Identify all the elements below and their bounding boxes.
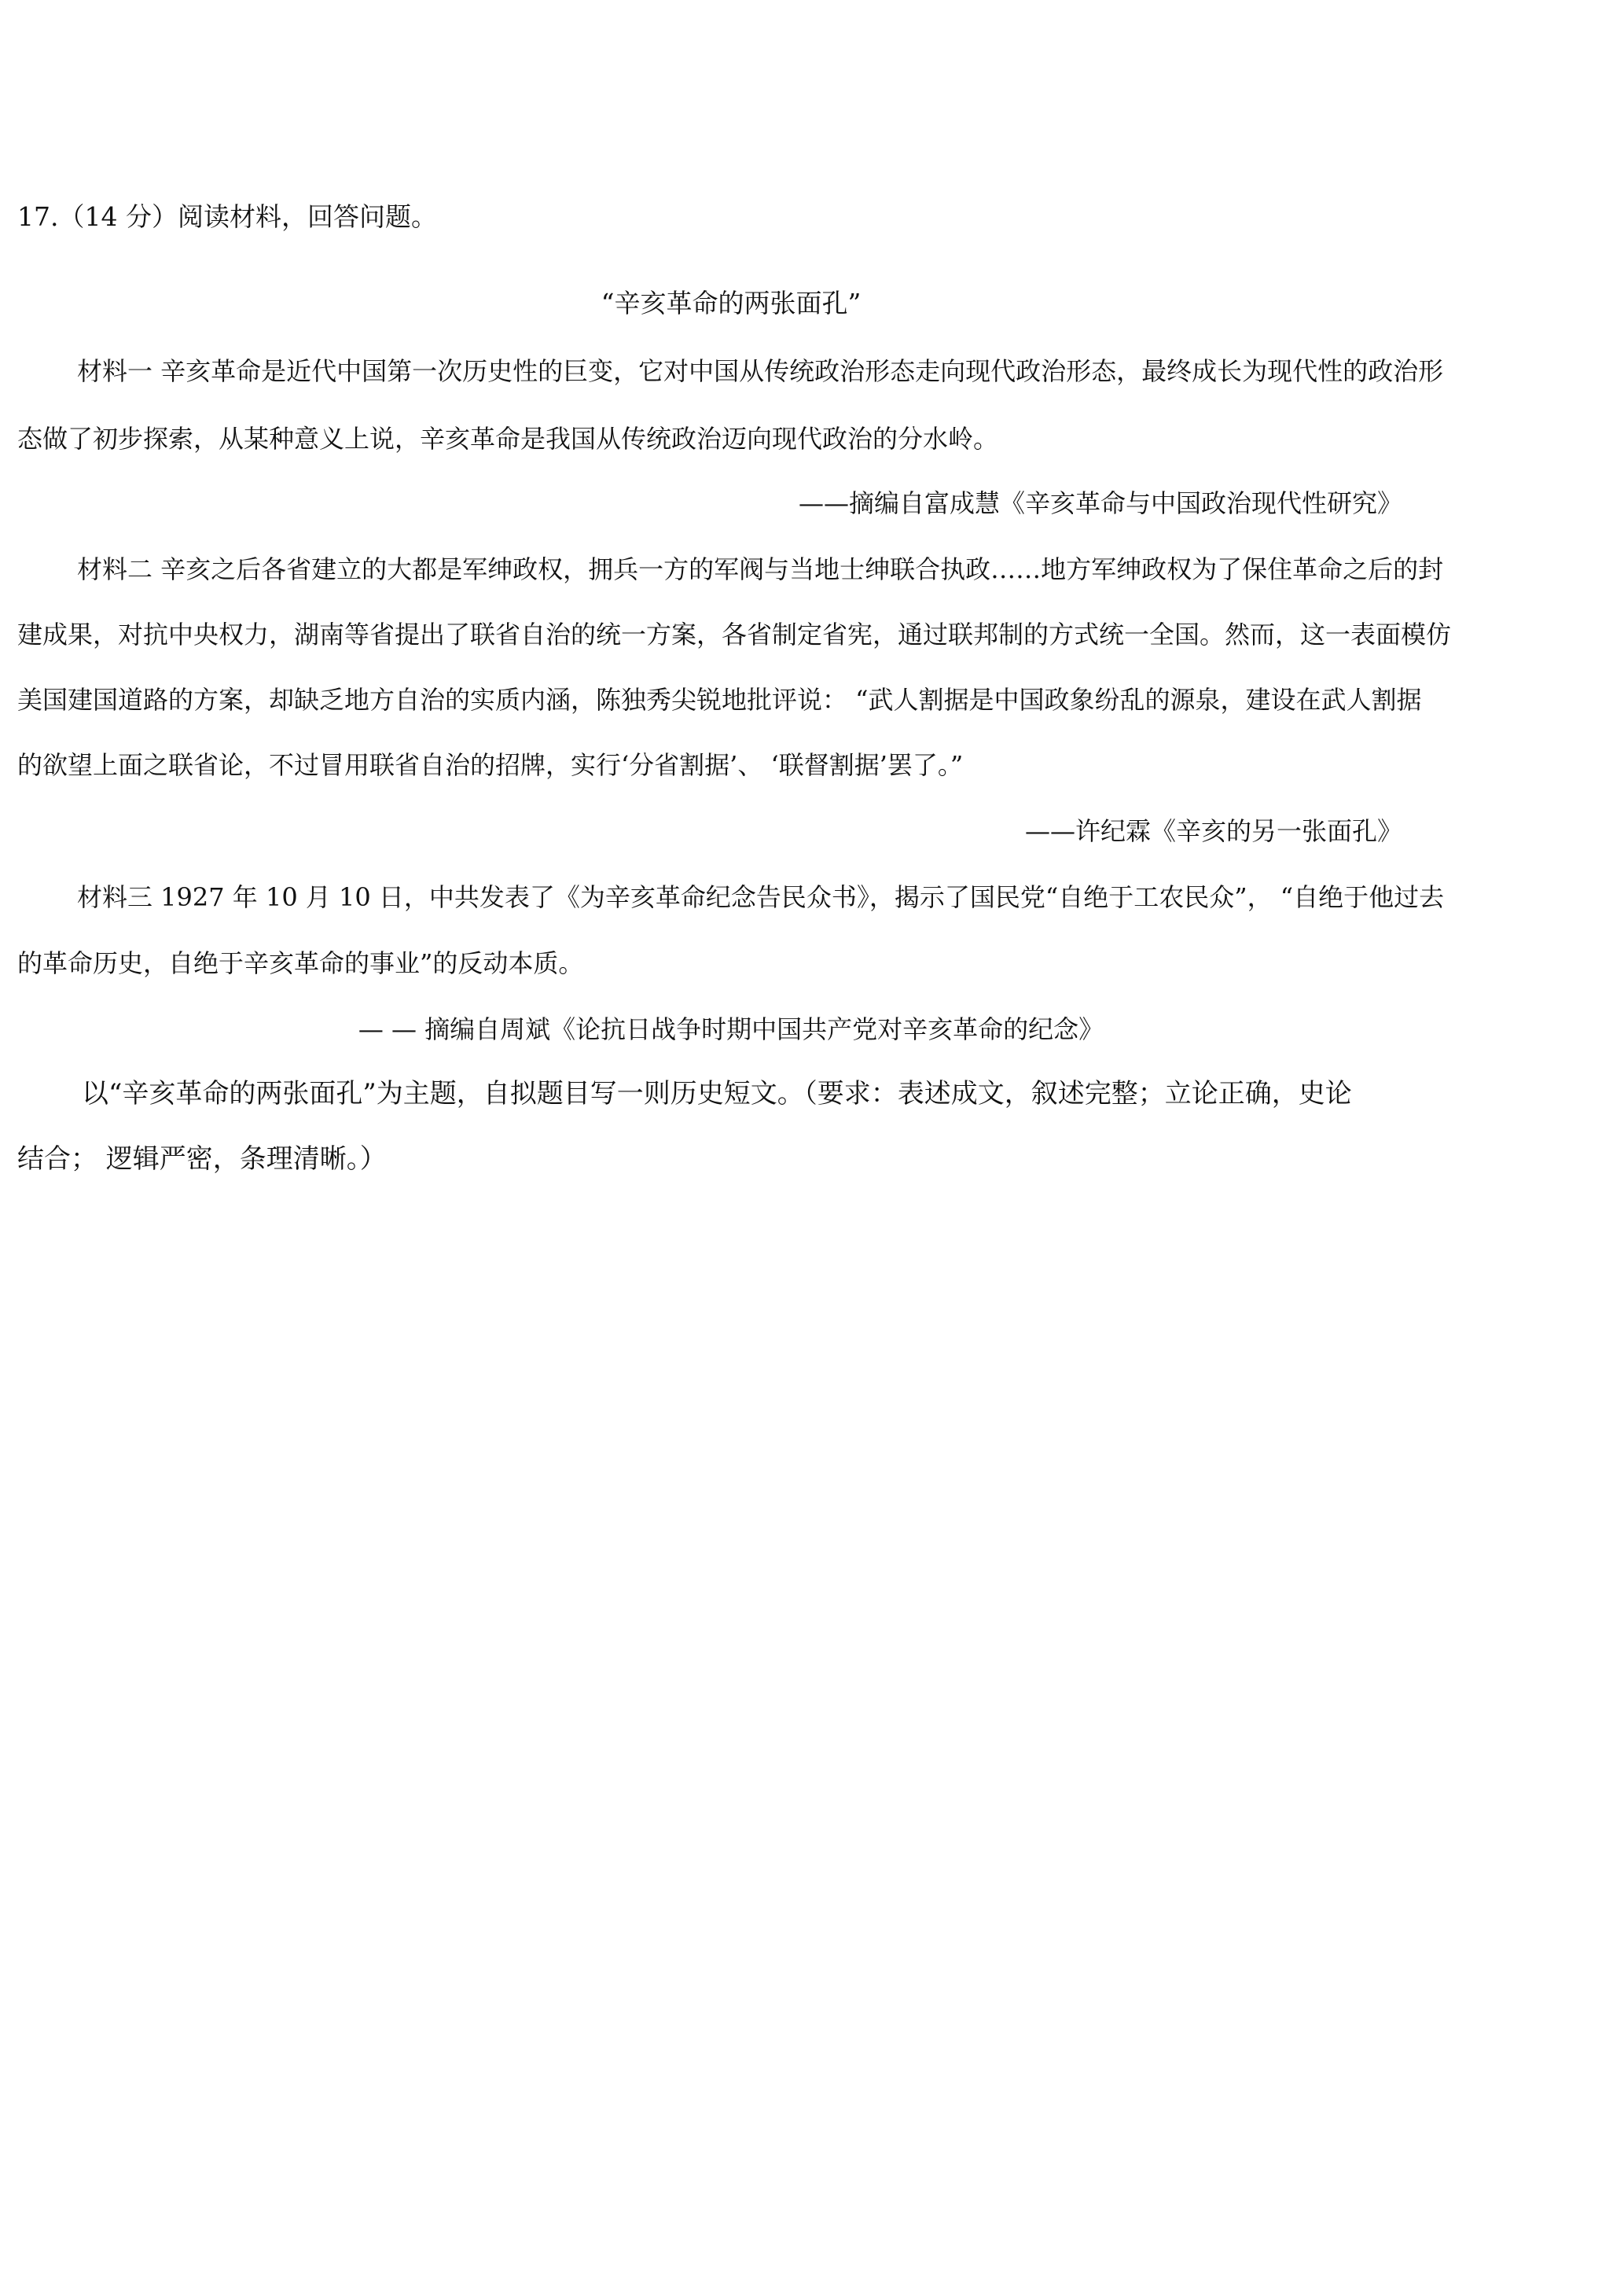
task-instruction-line: 以“辛亥革命的两张面孔”为主题，自拟题目写一则历史短文。（要求：表述成文，叙述完整；立论正确，史论 bbox=[82, 1078, 1352, 1109]
material2-line: 的欲望上面之联省论，不过冒用联省自治的招牌，实行‘分省割据’、 ‘联督割据’罢了。” bbox=[17, 750, 964, 780]
material1-line: 态做了初步探索，从某种意义上说，辛亥革命是我国从传统政治迈向现代政治的分水岭。 bbox=[17, 424, 999, 454]
material1-line: 材料一 辛亥革命是近代中国第一次历史性的巨变，它对中国从传统政治形态走向现代政治形态，最终成长为现代性的政治形 bbox=[77, 356, 1444, 386]
material2-line: 材料二 辛亥之后各省建立的大都是军绅政权，拥兵一方的军阀与当地士绅联合执政……地方军绅政权为了保住革命之后的封 bbox=[77, 554, 1444, 584]
question-header: 17.（14 分）阅读材料，回答问题。 bbox=[17, 201, 437, 232]
material1-source: ——摘编自富成慧《辛亥革命与中国政治现代性研究》 bbox=[798, 488, 1402, 518]
material2-source: ——许纪霖《辛亥的另一张面孔》 bbox=[1024, 816, 1402, 846]
material2-line: 美国建国道路的方案，却缺乏地方自治的实质内涵，陈独秀尖锐地批评说： “武人割据是中国政象纷乱的源泉，建设在武人割据 bbox=[17, 685, 1422, 715]
material-title: “辛亥革命的两张面孔” bbox=[601, 288, 862, 318]
material3-line: 材料三 1927 年 10 月 10 日，中共发表了《为辛亥革命纪念告民众书》，揭示了国民党“自绝于工农民众”， “自绝于他过去 bbox=[77, 882, 1445, 912]
material2-line: 建成果，对抗中央权力，湖南等省提出了联省自治的统一方案，各省制定省宪，通过联邦制的方式统一全国。然而，这一表面模仿 bbox=[17, 620, 1452, 649]
task-instruction-line: 结合； 逻辑严密，条理清晰。） bbox=[17, 1143, 387, 1175]
material3-source: — — 摘编自周斌《论抗日战争时期中国共产党对辛亥革命的纪念》 bbox=[358, 1014, 1104, 1044]
material3-line: 的革命历史，自绝于辛亥革命的事业”的反动本质。 bbox=[17, 948, 584, 978]
